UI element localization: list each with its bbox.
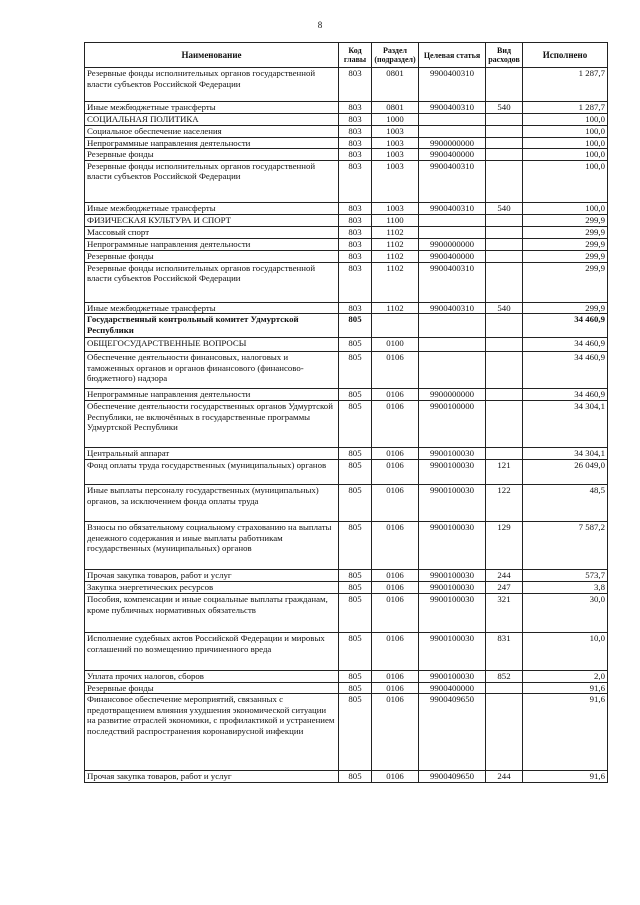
cell-done: 1 287,7: [523, 102, 608, 114]
cell-code: 805: [339, 582, 372, 594]
cell-done: 34 460,9: [523, 389, 608, 401]
table-row: [85, 671, 608, 683]
cell-code: 803: [339, 226, 372, 238]
cell-target: 9900400310: [419, 160, 486, 202]
cell-type: [486, 149, 523, 161]
cell-section: 1003: [372, 126, 419, 138]
cell-name: Резервные фонды: [85, 682, 339, 694]
cell-section: 0801: [372, 68, 419, 102]
cell-section: 0106: [372, 352, 419, 389]
cell-done: 91,6: [523, 694, 608, 771]
cell-code: 805: [339, 633, 372, 671]
cell-type: 122: [486, 485, 523, 522]
cell-name: Резервные фонды: [85, 250, 339, 262]
cell-code: 805: [339, 594, 372, 633]
cell-done: 100,0: [523, 160, 608, 202]
cell-name: Непрограммные направления деятельности: [85, 389, 339, 401]
header-target: Целевая статья: [419, 43, 486, 68]
table-row: [85, 694, 608, 771]
cell-done: 299,9: [523, 250, 608, 262]
cell-target: 9900100030: [419, 570, 486, 582]
cell-type: [486, 126, 523, 138]
cell-section: 1003: [372, 160, 419, 202]
table-row: [85, 682, 608, 694]
cell-type: 247: [486, 582, 523, 594]
cell-target: [419, 126, 486, 138]
header-done: Исполнено: [523, 43, 608, 68]
cell-done: 100,0: [523, 114, 608, 126]
cell-name: Иные выплаты персоналу государственных (муниципальных) органов, за исключением фонда оплаты труда: [85, 485, 339, 522]
cell-target: [419, 314, 486, 338]
cell-type: [486, 68, 523, 102]
cell-section: 1102: [372, 262, 419, 302]
cell-code: 803: [339, 149, 372, 161]
cell-code: 805: [339, 448, 372, 460]
cell-name: Иные межбюджетные трансферты: [85, 202, 339, 214]
table-row: [85, 302, 608, 314]
table-row: [85, 160, 608, 202]
cell-done: 100,0: [523, 202, 608, 214]
cell-name: Иные межбюджетные трансферты: [85, 302, 339, 314]
cell-type: 129: [486, 522, 523, 570]
cell-code: 805: [339, 771, 372, 783]
cell-done: 34 460,9: [523, 314, 608, 338]
cell-done: 34 304,1: [523, 448, 608, 460]
cell-done: 100,0: [523, 137, 608, 149]
cell-done: 48,5: [523, 485, 608, 522]
cell-done: 299,9: [523, 238, 608, 250]
table-row: [85, 68, 608, 102]
header-name: Наименование: [85, 43, 339, 68]
cell-code: 803: [339, 302, 372, 314]
table-row: [85, 137, 608, 149]
cell-name: СОЦИАЛЬНАЯ ПОЛИТИКА: [85, 114, 339, 126]
cell-done: 30,0: [523, 594, 608, 633]
budget-table: [84, 42, 608, 783]
cell-target: 9900400310: [419, 202, 486, 214]
cell-code: 805: [339, 570, 372, 582]
cell-name: Массовый спорт: [85, 226, 339, 238]
cell-name: Иные межбюджетные трансферты: [85, 102, 339, 114]
table-row: [85, 570, 608, 582]
cell-section: 0106: [372, 694, 419, 771]
cell-name: Взносы по обязательному социальному страхованию на выплаты денежного содержания и иные выплаты работникам государственных (муниципальных) органов: [85, 522, 339, 570]
table-row: [85, 214, 608, 226]
table-row: [85, 250, 608, 262]
cell-type: 244: [486, 570, 523, 582]
cell-type: [486, 682, 523, 694]
cell-section: 0106: [372, 671, 419, 683]
cell-section: 0106: [372, 594, 419, 633]
cell-code: 803: [339, 202, 372, 214]
cell-target: 9900400310: [419, 302, 486, 314]
cell-type: 121: [486, 460, 523, 485]
cell-code: 803: [339, 68, 372, 102]
cell-type: [486, 214, 523, 226]
cell-name: Обеспечение деятельности государственных органов Удмуртской Республики, не включённых в государственные программы Удмуртской Республики: [85, 401, 339, 448]
cell-done: 2,0: [523, 671, 608, 683]
table-row: [85, 238, 608, 250]
cell-name: Прочая закупка товаров, работ и услуг: [85, 570, 339, 582]
cell-code: 805: [339, 338, 372, 352]
header-section: Раздел (подраздел): [372, 43, 419, 68]
cell-name: Резервные фонды исполнительных органов государственной власти субъектов Российской Федерации: [85, 262, 339, 302]
cell-done: 573,7: [523, 570, 608, 582]
table-row: [85, 338, 608, 352]
table-row: [85, 102, 608, 114]
cell-type: [486, 352, 523, 389]
cell-type: 540: [486, 102, 523, 114]
cell-target: 9900400000: [419, 682, 486, 694]
cell-type: [486, 238, 523, 250]
cell-section: 0106: [372, 485, 419, 522]
cell-type: 540: [486, 302, 523, 314]
cell-name: Уплата прочих налогов, сборов: [85, 671, 339, 683]
cell-target: 9900100000: [419, 401, 486, 448]
cell-type: [486, 226, 523, 238]
cell-done: 26 049,0: [523, 460, 608, 485]
cell-target: 9900100030: [419, 633, 486, 671]
cell-section: 0106: [372, 522, 419, 570]
cell-code: 805: [339, 682, 372, 694]
cell-target: 9900400310: [419, 68, 486, 102]
cell-name: ФИЗИЧЕСКАЯ КУЛЬТУРА И СПОРТ: [85, 214, 339, 226]
table-row: [85, 633, 608, 671]
cell-target: [419, 114, 486, 126]
table-row: [85, 771, 608, 783]
cell-section: 1003: [372, 149, 419, 161]
table-row: [85, 262, 608, 302]
cell-code: 803: [339, 102, 372, 114]
cell-target: 9900100030: [419, 671, 486, 683]
cell-type: 321: [486, 594, 523, 633]
cell-code: 805: [339, 522, 372, 570]
cell-name: Фонд оплаты труда государственных (муниципальных) органов: [85, 460, 339, 485]
table-row: [85, 460, 608, 485]
cell-type: [486, 114, 523, 126]
table-row: [85, 389, 608, 401]
cell-code: 803: [339, 160, 372, 202]
cell-target: 9900409650: [419, 694, 486, 771]
cell-type: [486, 448, 523, 460]
cell-target: [419, 226, 486, 238]
cell-name: Прочая закупка товаров, работ и услуг: [85, 771, 339, 783]
cell-type: [486, 401, 523, 448]
cell-target: 9900000000: [419, 238, 486, 250]
table-row: [85, 126, 608, 138]
table-row: [85, 314, 608, 338]
cell-code: 805: [339, 694, 372, 771]
cell-done: 34 460,9: [523, 352, 608, 389]
cell-done: 299,9: [523, 214, 608, 226]
table-row: [85, 352, 608, 389]
cell-code: 803: [339, 214, 372, 226]
cell-section: 1102: [372, 250, 419, 262]
cell-target: 9900100030: [419, 522, 486, 570]
table-row: [85, 401, 608, 448]
cell-target: 9900409650: [419, 771, 486, 783]
cell-type: 852: [486, 671, 523, 683]
cell-type: [486, 694, 523, 771]
cell-section: 1000: [372, 114, 419, 126]
cell-code: 805: [339, 352, 372, 389]
cell-section: 0801: [372, 102, 419, 114]
cell-section: 1102: [372, 302, 419, 314]
cell-type: [486, 314, 523, 338]
cell-code: 803: [339, 238, 372, 250]
cell-section: 1100: [372, 214, 419, 226]
table-row: [85, 448, 608, 460]
cell-code: 803: [339, 126, 372, 138]
cell-type: 831: [486, 633, 523, 671]
cell-done: 34 304,1: [523, 401, 608, 448]
table-row: [85, 485, 608, 522]
cell-target: 9900400000: [419, 250, 486, 262]
cell-target: 9900400000: [419, 149, 486, 161]
cell-name: Исполнение судебных актов Российской Федерации и мировых соглашений по возмещению причиненного вреда: [85, 633, 339, 671]
cell-done: 100,0: [523, 126, 608, 138]
cell-section: 0106: [372, 771, 419, 783]
header-row: [85, 43, 608, 68]
cell-section: 0106: [372, 582, 419, 594]
cell-name: Непрограммные направления деятельности: [85, 238, 339, 250]
cell-name: Пособия, компенсации и иные социальные выплаты гражданам, кроме публичных нормативных обязательств: [85, 594, 339, 633]
cell-code: 803: [339, 114, 372, 126]
cell-section: 0106: [372, 460, 419, 485]
cell-section: 1003: [372, 202, 419, 214]
table-row: [85, 522, 608, 570]
cell-code: 805: [339, 460, 372, 485]
cell-section: 0106: [372, 401, 419, 448]
cell-name: Государственный контрольный комитет Удмуртской Республики: [85, 314, 339, 338]
cell-type: 244: [486, 771, 523, 783]
cell-section: 0106: [372, 633, 419, 671]
cell-type: 540: [486, 202, 523, 214]
header-code: Код главы: [339, 43, 372, 68]
cell-code: 805: [339, 401, 372, 448]
cell-type: [486, 338, 523, 352]
cell-done: 3,8: [523, 582, 608, 594]
table-body: [85, 68, 608, 783]
cell-name: Резервные фонды: [85, 149, 339, 161]
cell-section: 0106: [372, 682, 419, 694]
cell-section: 1102: [372, 238, 419, 250]
cell-done: 91,6: [523, 771, 608, 783]
cell-section: 1102: [372, 226, 419, 238]
cell-name: Резервные фонды исполнительных органов государственной власти субъектов Российской Федерации: [85, 68, 339, 102]
cell-target: 9900100030: [419, 485, 486, 522]
cell-name: Непрограммные направления деятельности: [85, 137, 339, 149]
cell-target: 9900000000: [419, 137, 486, 149]
cell-target: [419, 352, 486, 389]
table-row: [85, 149, 608, 161]
cell-type: [486, 160, 523, 202]
cell-done: 299,9: [523, 302, 608, 314]
cell-code: 803: [339, 262, 372, 302]
cell-type: [486, 137, 523, 149]
table-row: [85, 582, 608, 594]
table-row: [85, 114, 608, 126]
cell-section: 0106: [372, 570, 419, 582]
cell-target: 9900100030: [419, 448, 486, 460]
cell-done: 299,9: [523, 226, 608, 238]
cell-target: 9900400310: [419, 262, 486, 302]
page-number: 8: [317, 20, 323, 30]
table-row: [85, 202, 608, 214]
cell-done: 100,0: [523, 149, 608, 161]
cell-type: [486, 250, 523, 262]
cell-name: Социальное обеспечение населения: [85, 126, 339, 138]
table-row: [85, 226, 608, 238]
cell-target: [419, 214, 486, 226]
cell-code: 805: [339, 485, 372, 522]
cell-section: [372, 314, 419, 338]
cell-section: 1003: [372, 137, 419, 149]
cell-code: 805: [339, 389, 372, 401]
cell-done: 91,6: [523, 682, 608, 694]
cell-target: 9900100030: [419, 594, 486, 633]
cell-name: ОБЩЕГОСУДАРСТВЕННЫЕ ВОПРОСЫ: [85, 338, 339, 352]
cell-done: 299,9: [523, 262, 608, 302]
cell-section: 0100: [372, 338, 419, 352]
cell-target: 9900100030: [419, 460, 486, 485]
cell-target: 9900400310: [419, 102, 486, 114]
cell-done: 1 287,7: [523, 68, 608, 102]
cell-name: Закупка энергетических ресурсов: [85, 582, 339, 594]
cell-target: [419, 338, 486, 352]
cell-done: 7 587,2: [523, 522, 608, 570]
cell-target: 9900000000: [419, 389, 486, 401]
cell-section: 0106: [372, 448, 419, 460]
cell-name: Резервные фонды исполнительных органов государственной власти субъектов Российской Федерации: [85, 160, 339, 202]
cell-done: 10,0: [523, 633, 608, 671]
header-type: Вид расходов: [486, 43, 523, 68]
cell-type: [486, 262, 523, 302]
cell-name: Обеспечение деятельности финансовых, налоговых и таможенных органов и органов финансового (финансово-бюджетного) надзора: [85, 352, 339, 389]
cell-name: Центральный аппарат: [85, 448, 339, 460]
cell-code: 803: [339, 250, 372, 262]
cell-code: 805: [339, 314, 372, 338]
cell-code: 803: [339, 137, 372, 149]
cell-name: Финансовое обеспечение мероприятий, связанных с предотвращением влияния ухудшения экономической ситуации на развитие отраслей экономики, с профилактикой и устранением последствий распространения коронавирусной инфекции: [85, 694, 339, 771]
cell-done: 34 460,9: [523, 338, 608, 352]
cell-type: [486, 389, 523, 401]
table-row: [85, 594, 608, 633]
cell-code: 805: [339, 671, 372, 683]
cell-target: 9900100030: [419, 582, 486, 594]
cell-section: 0106: [372, 389, 419, 401]
